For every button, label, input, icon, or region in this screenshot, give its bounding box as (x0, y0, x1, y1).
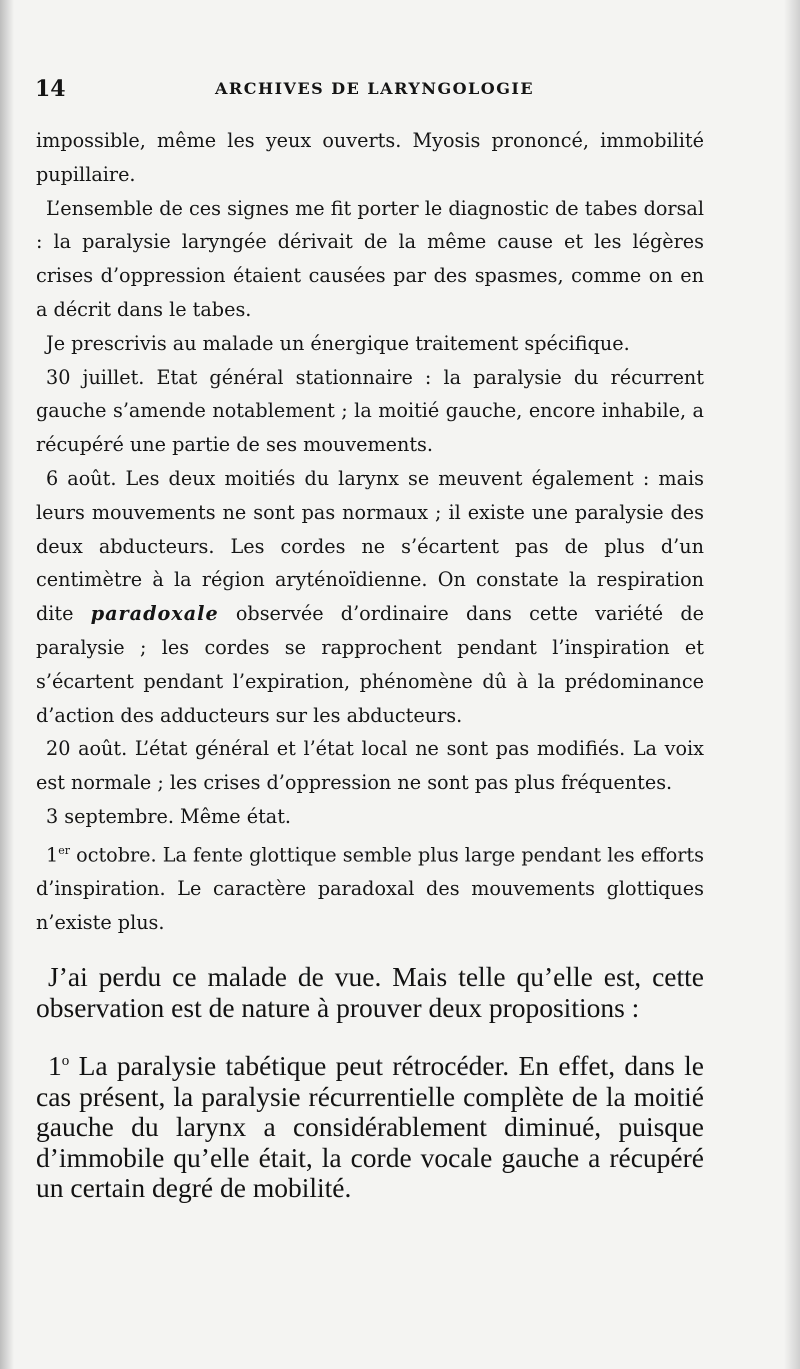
paragraph-6: 20 août. L’état général et l’état local ne sont pas modifiés. La voix est normale ; les crises d’oppression ne sont pas plus fréquentes. (36, 737, 704, 795)
paragraph-1: impossible, même les yeux ouverts. Myosis prononcé, immobilité pupillaire. (36, 129, 704, 186)
paragraph-10-ordinal: o (61, 1053, 70, 1069)
paragraph-10-number: 1 (48, 1050, 62, 1082)
conclusion-text (36, 962, 704, 1204)
paragraph-9: J’ai perdu ce malade de vue. Mais telle qu’elle est, cette observation est de nature à prouver deux propositions : (36, 961, 704, 1023)
paragraph-8-number: 1 (46, 843, 59, 867)
paragraph-2: L’ensemble de ces signes me fit porter le diagnostic de tabes dorsal : la paralysie laryngée dérivait de la même cause et les légères crises d’oppression étaient causées par des spasmes, comme on en a décrit dans le tabes. (36, 196, 704, 321)
paragraph-5-text: 6 août. Les deux moitiés du larynx se meuvent également : mais leurs mouvements ne sont pas normaux ; il existe une paralysie des deux abducteurs. Les cordes ne s’écartent pas de plus d’un centimètre à la région aryténoïdienne. On constate la respiration dite (36, 466, 704, 626)
paragraph-8-ordinal: er (58, 843, 70, 857)
paragraph-10 (36, 1046, 704, 1204)
paragraph-8-text: octobre. La fente glottique semble plus large pendant les efforts d’inspiration. Le caractère paradoxal des mouvements glottiques n’existe plus. (36, 843, 704, 934)
paragraph-5 (36, 462, 704, 732)
running-title: ARCHIVES DE LARYNGOLOGIE (215, 79, 535, 98)
paragraph-3: Je prescrivis au malade un énergique traitement spécifique. (46, 331, 630, 355)
page-number: 14 (35, 76, 66, 102)
paragraph-5-rest: observée d’ordinaire dans cette variété de paralysie ; les cordes se rapprochent pendant l’inspiration et s’écartent pendant l’expiration, phénomène dû à la prédominance d’action des adducteurs sur les abducteurs. (36, 602, 704, 727)
page-header (35, 76, 735, 100)
paradoxale-term: paradoxale (90, 602, 219, 626)
paragraph-10-text: La paralysie tabétique peut rétrocéder. En effet, dans le cas présent, la paralysie récurrentielle complète de la moitié gauche du larynx a considérablement diminué, puisque d’immobile qu’elle était, la corde vocale gauche a récupéré un certain degré de mobilité. (36, 1050, 704, 1204)
paragraph-7: 3 septembre. Même état. (46, 804, 292, 828)
body-text (36, 124, 704, 940)
paragraph-8 (36, 834, 704, 940)
paragraph-4: 30 juillet. Etat général stationnaire : la paralysie du récurrent gauche s’amende notablement ; la moitié gauche, encore inhabile, a récupéré une partie de ses mouvements. (36, 365, 704, 457)
